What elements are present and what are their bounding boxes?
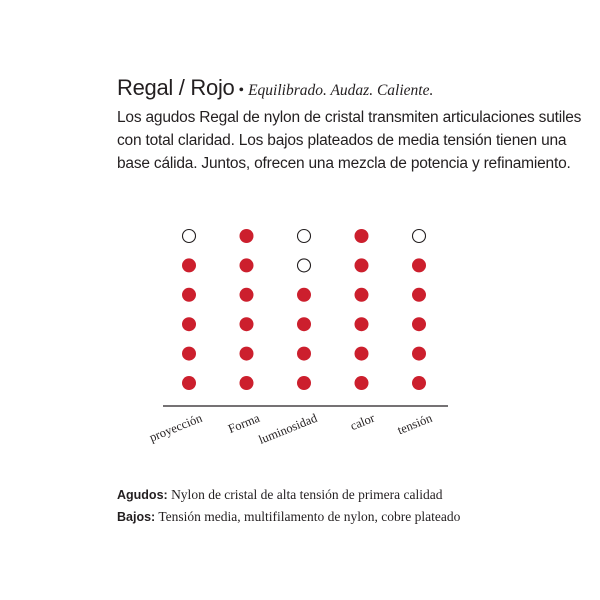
spec-row-bass xyxy=(117,506,460,528)
rating-dot-filled xyxy=(297,376,311,390)
product-tagline: Equilibrado. Audaz. Caliente. xyxy=(248,82,434,99)
rating-dot-filled xyxy=(182,317,196,331)
category-label: calor xyxy=(348,410,377,434)
rating-dot-filled xyxy=(297,347,311,361)
rating-dot-filled xyxy=(182,288,196,302)
title-separator: • xyxy=(238,82,245,99)
rating-dot-filled xyxy=(412,317,426,331)
rating-dot-filled xyxy=(355,347,369,361)
product-title: Regal / Rojo xyxy=(117,75,235,100)
spec-label-bass: Bajos: xyxy=(117,510,156,524)
spec-row-treble xyxy=(117,484,460,506)
rating-dot-filled xyxy=(355,229,369,243)
category-label: tensión xyxy=(395,410,435,438)
string-specs xyxy=(117,484,460,528)
rating-dot-filled xyxy=(182,376,196,390)
rating-dot-filled xyxy=(355,258,369,272)
rating-dot-filled xyxy=(355,317,369,331)
rating-dot-filled xyxy=(297,317,311,331)
rating-dot-filled xyxy=(182,258,196,272)
rating-dot-filled xyxy=(240,288,254,302)
spec-value-treble: Nylon de cristal de alta tensión de primera calidad xyxy=(171,487,443,502)
spec-label-treble: Agudos: xyxy=(117,488,168,502)
rating-dot-empty xyxy=(298,259,311,272)
rating-dot-empty xyxy=(298,230,311,243)
category-label: proyección xyxy=(147,410,205,445)
rating-dot-filled xyxy=(412,258,426,272)
rating-dots xyxy=(182,229,426,390)
rating-dot-filled xyxy=(412,288,426,302)
category-label: luminosidad xyxy=(256,410,320,447)
rating-dot-filled xyxy=(240,258,254,272)
spec-value-bass: Tensión media, multifilamento de nylon, cobre plateado xyxy=(158,509,461,524)
rating-dot-filled xyxy=(240,347,254,361)
product-description: Los agudos Regal de nylon de cristal transmiten articulaciones sutiles con total claridad. Los bajos plateados de media tensión tienen una base cálida. Juntos, ofrecen una mezcla de potencia y refinamiento. xyxy=(117,109,582,172)
rating-dot-filled xyxy=(412,376,426,390)
rating-dot-filled xyxy=(240,317,254,331)
category-labels xyxy=(147,410,434,446)
rating-dot-filled xyxy=(297,288,311,302)
category-label: Forma xyxy=(226,410,262,437)
rating-dot-filled xyxy=(412,347,426,361)
rating-dot-filled xyxy=(182,347,196,361)
rating-dot-filled xyxy=(355,376,369,390)
rating-dot-filled xyxy=(240,376,254,390)
rating-dot-empty xyxy=(183,230,196,243)
rating-dot-filled xyxy=(240,229,254,243)
rating-dot-empty xyxy=(413,230,426,243)
rating-dot-filled xyxy=(355,288,369,302)
